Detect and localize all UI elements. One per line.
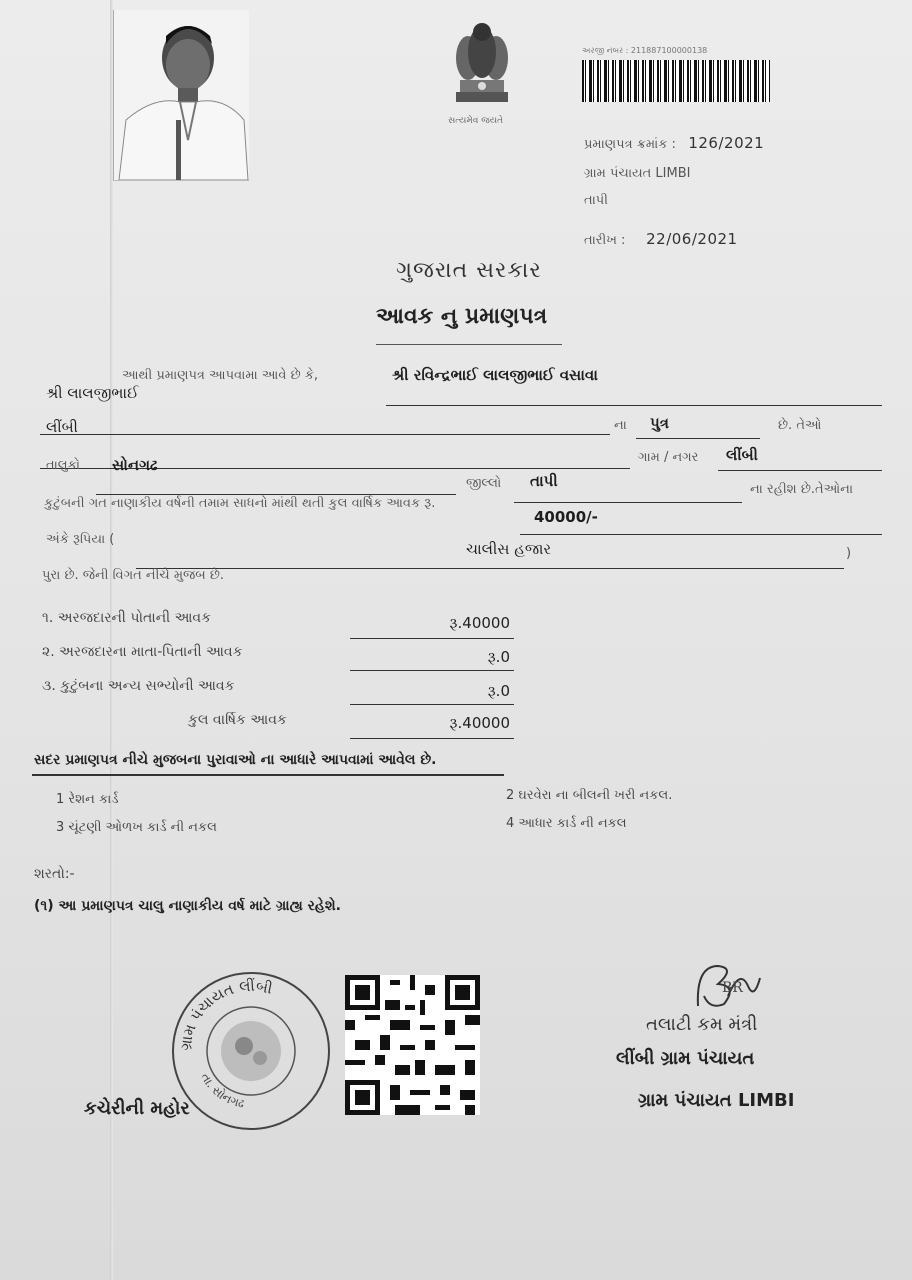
taluko-value: સોનગઢ: [112, 456, 158, 474]
rule-2: [40, 434, 610, 435]
panchayat-label: ગ્રામ પંચાયત LIMBI: [584, 166, 691, 181]
income-rule-3: [350, 704, 514, 705]
emblem-caption: સત્યમેવ જયતે: [448, 116, 504, 126]
office-seal-stamp: [166, 966, 336, 1136]
documents-underline: [32, 774, 504, 776]
family-income-value: 40000/-: [534, 508, 598, 526]
village-2: લીંબી: [726, 446, 758, 464]
income-total-value: રૂ.40000: [449, 714, 510, 732]
income-rule-2: [350, 670, 514, 671]
income-row-2-value: રૂ.0: [487, 648, 510, 666]
resident-text: ના રહીશ છે.તેઓના: [750, 482, 854, 497]
issue-date-row: [584, 230, 738, 248]
details-text: પુરા છે. જેની વિગત નીચે મુજબ છે.: [42, 568, 225, 583]
office-seal-label: કચેરીની મહોર: [84, 1098, 190, 1119]
seal-subtext: તા. સોનગઢ: [198, 1070, 246, 1111]
income-row-2-label: ૨. અરજદારના માતા-પિતાની આવક: [42, 644, 243, 660]
income-row-3-value: રૂ.0: [487, 682, 510, 700]
signatory-designation: તલાટી કમ મંત્રી: [646, 1014, 758, 1035]
qr-code-icon: [345, 975, 480, 1115]
signature: [688, 956, 768, 1020]
che-tenu-text: છે. તેઓ: [778, 418, 822, 433]
income-row-1-label: ૧. અરજદારની પોતાની આવક: [42, 610, 211, 626]
date-label: તારીખ :: [584, 233, 626, 248]
rule-8: [520, 534, 882, 535]
document-item-4: 4 આધાર કાર્ડ ની નકલ: [506, 816, 627, 831]
rule-9: [136, 568, 844, 569]
family-income-text: કુટુંબની ગત નાણાકીય વર્ષની તમામ સાધનો માંથી થતી કુલ વાર્ષિક આવક રૂ.: [44, 496, 436, 511]
certificate-title: આવક નુ પ્રમાણપત્ર: [376, 304, 548, 329]
title-underline: [376, 344, 562, 345]
government-title: ગુજરાત સરકાર: [396, 258, 542, 283]
barcode-number: અરજી નંબર : 211887100000138: [582, 46, 708, 55]
signatory-panchayat: ગ્રામ પંચાયત LIMBI: [638, 1090, 795, 1111]
income-total-label: કુલ વાર્ષિક આવક: [188, 712, 287, 728]
signatory-office: લીંબી ગ્રામ પંચાયત: [616, 1048, 755, 1069]
jillo-label: જીલ્લો: [466, 476, 502, 491]
document-item-2: 2 ઘરવેરા ના બીલની ખરી નકલ.: [506, 788, 673, 803]
na-text: ના: [614, 418, 627, 433]
income-rule-4: [350, 738, 514, 739]
rule-5: [718, 470, 882, 471]
document-item-1: 1 રેશન કાર્ડ: [56, 792, 119, 807]
income-row-1-value: રૂ.40000: [449, 614, 510, 632]
documents-heading: સદર પ્રમાણપત્ર નીચે મુજબના પુરાવાઓ ના આધારે આપવામાં આવેલ છે.: [34, 752, 437, 768]
applicant-photo: [113, 10, 249, 181]
certificate-number-row: [584, 134, 764, 152]
barcode-icon: [582, 60, 770, 102]
certificate-number: 126/2021: [688, 134, 765, 152]
condition-1: (૧) આ પ્રમાણપત્ર ચાલુ નાણાકીય વર્ષ માટે ગ્રાહ્ય રહેશે.: [34, 898, 341, 914]
panchayat-sub: તાપી: [584, 193, 608, 208]
village-1: લીંબી: [46, 418, 78, 436]
applicant-name: શ્રી રવિન્દ્રભાઈ લાલજીભાઈ વસાવા: [392, 366, 598, 384]
relation: પુત્ર: [650, 414, 669, 432]
rule-3: [636, 438, 760, 439]
close-paren: ): [846, 546, 852, 561]
jillo-value: તાપી: [530, 472, 558, 490]
amount-in-words: ચાલીસ હજાર: [466, 540, 552, 558]
rule-7: [514, 502, 742, 503]
rule-6: [96, 494, 456, 495]
paper-fold: [110, 0, 113, 1280]
gam-nagar-label: ગામ / નગર: [638, 450, 699, 465]
taluko-label: તાલુકો: [46, 458, 81, 473]
national-emblem: [440, 14, 524, 132]
document-item-3: 3 ચૂંટણી ઓળખ કાર્ડ ની નકલ: [56, 820, 217, 835]
income-rule-1: [350, 638, 514, 639]
barcode-block: [582, 46, 772, 118]
seal-text: ગ્રામ પંચાયત લીંબી: [176, 976, 274, 1052]
conditions-label: શરતો:-: [34, 866, 75, 882]
intro-text: આથી પ્રમાણપત્ર આપવામા આવે છે કે,: [122, 368, 319, 383]
father-name: શ્રી લાલજીભાઈ: [46, 384, 139, 402]
rule-1: [386, 405, 882, 406]
issue-date: 22/06/2021: [646, 230, 738, 248]
certificate-number-label: પ્રમાણપત્ર ક્રમાંક :: [584, 137, 676, 152]
svg-text:BR: BR: [722, 980, 743, 996]
words-label: અંકે રૂપિયા (: [46, 532, 115, 547]
income-row-3-label: ૩. કુટુંબના અન્ય સભ્યોની આવક: [42, 678, 235, 694]
